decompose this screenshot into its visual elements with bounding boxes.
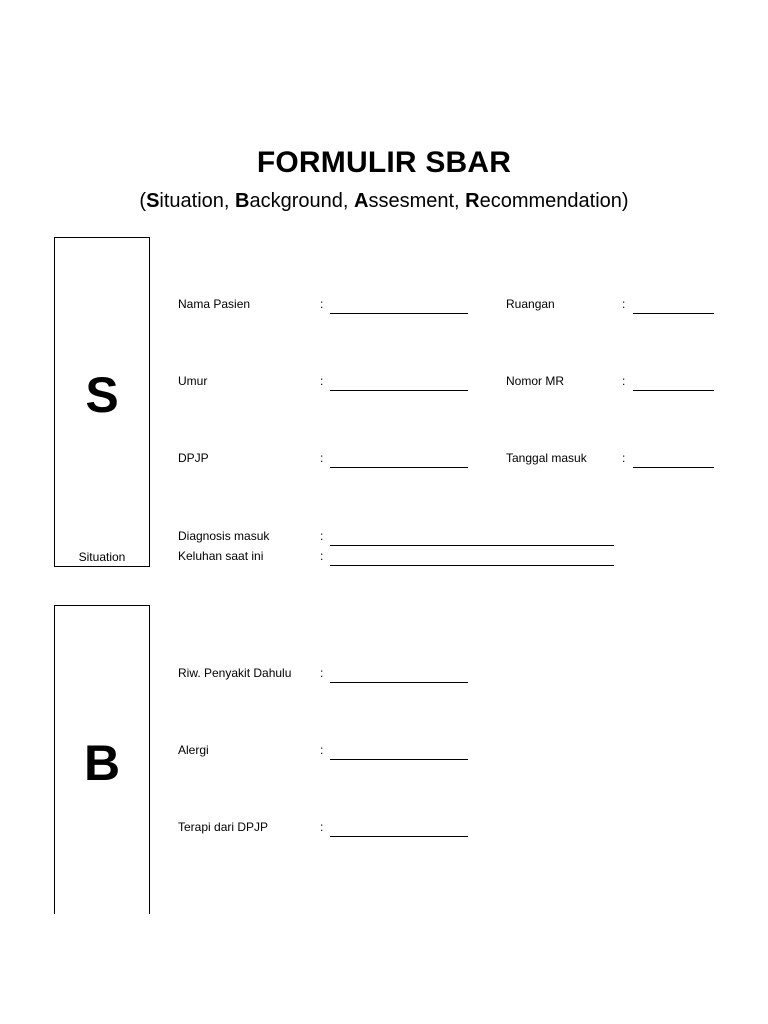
keluhan-saat-ini-field[interactable] (330, 565, 614, 566)
ruangan-field[interactable] (633, 313, 714, 314)
situation-letter: S (85, 367, 119, 423)
terapi-dpjp-label: Terapi dari DPJP (178, 820, 269, 834)
alergi-field[interactable] (330, 759, 468, 760)
tanggal-masuk-label: Tanggal masuk (506, 451, 587, 465)
tanggal-masuk-field[interactable] (633, 467, 714, 468)
umur-label: Umur (178, 374, 208, 388)
keluhan-saat-ini-label: Keluhan saat ini (178, 549, 264, 563)
nomor-mr-label: Nomor MR (506, 374, 565, 388)
background-letter: B (83, 735, 121, 791)
dpjp-label: DPJP (178, 451, 209, 465)
terapi-dpjp-field[interactable] (330, 836, 468, 837)
diagnosis-masuk-label: Diagnosis masuk (178, 529, 270, 543)
nomor-mr-field[interactable] (633, 390, 714, 391)
colon: : (320, 549, 324, 563)
colon: : (320, 297, 324, 311)
situation-caption: Situation (78, 550, 126, 564)
form-title: FORMULIR SBAR (256, 146, 512, 179)
dpjp-field[interactable] (330, 467, 468, 468)
colon: : (622, 451, 626, 465)
form-subtitle: (Situation, Background, Assesment, Recommendation) (139, 190, 629, 212)
riw-penyakit-label: Riw. Penyakit Dahulu (178, 666, 292, 680)
colon: : (320, 820, 324, 834)
nama-pasien-label: Nama Pasien (178, 297, 251, 311)
riw-penyakit-field[interactable] (330, 682, 468, 683)
colon: : (320, 743, 324, 757)
nama-pasien-field[interactable] (330, 313, 468, 314)
colon: : (622, 297, 626, 311)
background-box (54, 605, 150, 914)
ruangan-label: Ruangan (506, 297, 555, 311)
umur-field[interactable] (330, 390, 468, 391)
situation-box (54, 237, 150, 567)
colon: : (622, 374, 626, 388)
colon: : (320, 529, 324, 543)
diagnosis-masuk-field[interactable] (330, 545, 614, 546)
alergi-label: Alergi (178, 743, 209, 757)
colon: : (320, 374, 324, 388)
colon: : (320, 451, 324, 465)
colon: : (320, 666, 324, 680)
